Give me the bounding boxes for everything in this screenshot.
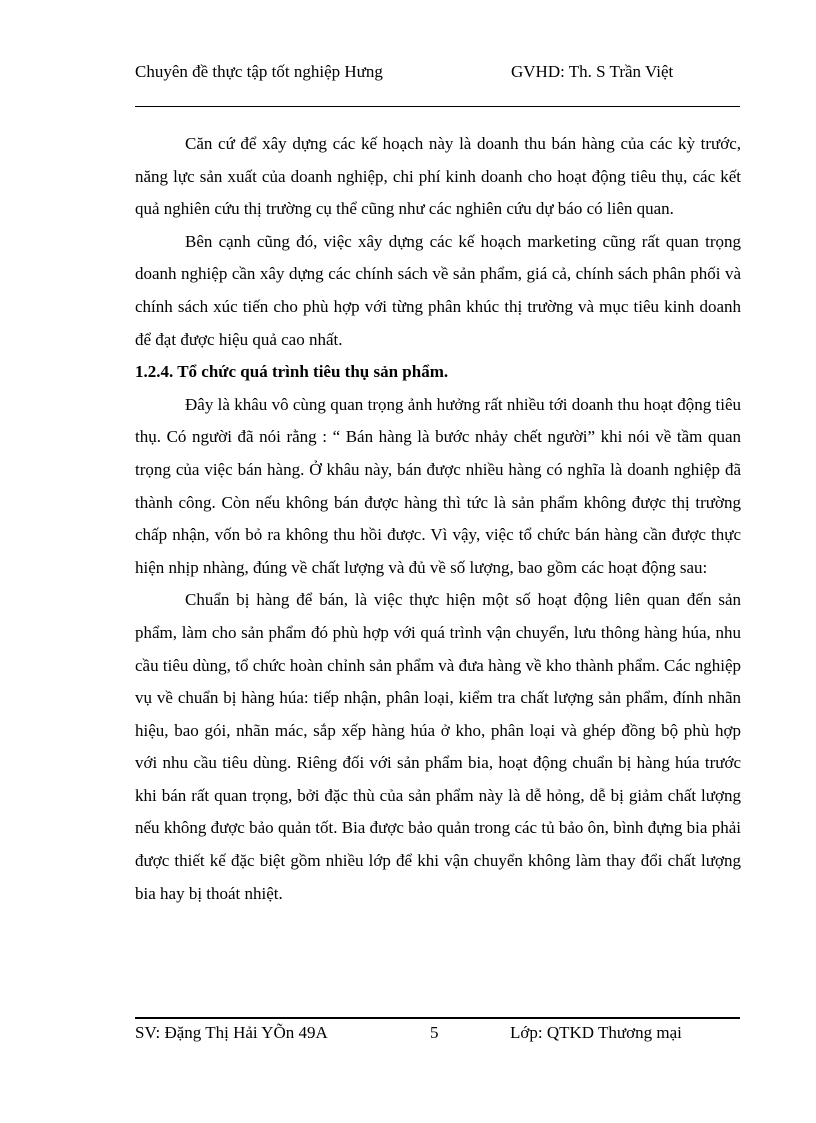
footer-class-text: Lớp: QTKD Thương mại (510, 1023, 682, 1042)
header-left-text: Chuyên đề thực tập tốt nghiệp Hưng (135, 62, 383, 81)
page-header (135, 60, 740, 108)
header-right-text: GVHD: Th. S Trần Việt (511, 62, 674, 81)
header-divider (135, 106, 740, 107)
footer-divider (135, 1017, 740, 1019)
footer-student-text: SV: Đặng Thị Hải YÕn 49A (135, 1023, 328, 1042)
page-body (135, 128, 741, 910)
page-number: 5 (430, 1023, 439, 1042)
paragraph-3: Đây là khâu vô cùng quan trọng ảnh hưởng rất nhiều tới doanh thu hoạt động tiêu thụ. Có người đã nói rằng : “ Bán hàng là bước nhảy chết người” khi nói về tầm quan trọng của việc bán hàng. Ở khâu này, bán được nhiều hàng có nghĩa là doanh nghiệp đã thành công. Còn nếu không bán được hàng thì tức là sản phẩm không được thị trường chấp nhận, vốn bỏ ra không thu hồi được. Vì vậy, việc tổ chức bán hàng cần được thực hiện nhịp nhàng, đúng về chất lượng và đủ về số lượng, bao gồm các hoạt động sau: (135, 394, 741, 577)
paragraph-1: Căn cứ để xây dựng các kế hoạch này là doanh thu bán hàng của các kỳ trước, năng lực sản xuất của doanh nghiệp, chi phí kinh doanh cho hoạt động tiêu thụ, các kết quả nghiên cứu thị trường cụ thể cũng như các nghiên cứu dự báo có liên quan. (135, 134, 741, 219)
page-footer (135, 1021, 740, 1069)
section-heading: 1.2.4. Tổ chức quá trình tiêu thụ sản phẩm. (135, 362, 449, 382)
paragraph-4: Chuẩn bị hàng để bán, là việc thực hiện một số hoạt động liên quan đến sản phẩm, làm cho sản phẩm đó phù hợp với quá trình vận chuyển, lưu thông hàng húa, nhu cầu tiêu dùng, tổ chức hoàn chỉnh sản phẩm và đưa hàng về kho thành phẩm. Các nghiệp vụ về chuẩn bị hàng húa: tiếp nhận, phân loại, kiểm tra chất lượng sản phẩm, đính nhãn hiệu, bao gói, nhãn mác, sắp xếp hàng húa ở kho, phân loại và ghép đồng bộ phù hợp với nhu cầu tiêu dùng. Riêng đối với sản phẩm bia, hoạt động chuẩn bị hàng húa trước khi bán rất quan trọng, bởi đặc thù của sản phẩm này là dễ hỏng, dễ bị giảm chất lượng nếu không được bảo quản tốt. Bia được bảo quản trong các tủ bảo ôn, bình đựng bia phải được thiết kế đặc biệt gồm nhiều lớp để khi vận chuyển không làm thay đổi chất lượng bia hay bị thoát nhiệt. (135, 590, 741, 903)
paragraph-2: Bên cạnh cũng đó, việc xây dựng các kế hoạch marketing cũng rất quan trọng doanh nghiệp cần xây dựng các chính sách về sản phẩm, giá cả, chính sách phân phối và chính sách xúc tiến cho phù hợp với từng phân khúc thị trường và mục tiêu kinh doanh để đạt được hiệu quả cao nhất. (135, 231, 741, 349)
